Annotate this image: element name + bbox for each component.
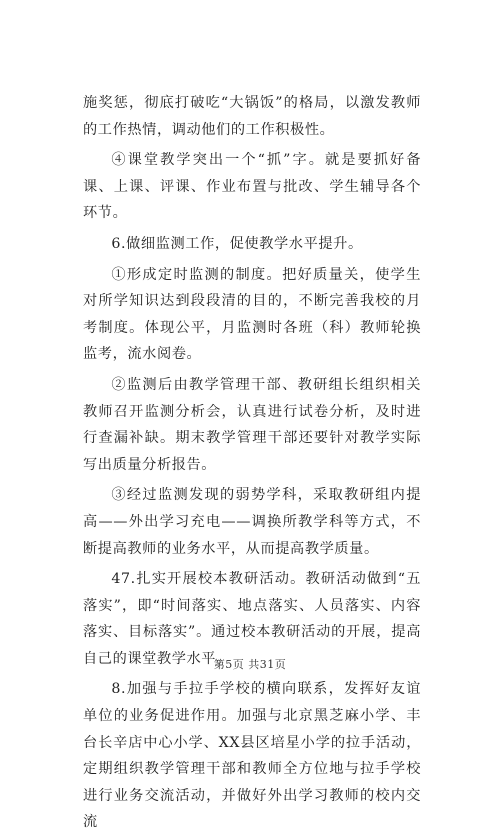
paragraph-heading-monitoring: 6.做细监测工作，促使教学水平提升。 — [111, 235, 363, 252]
paragraph-school-research: 47.扎实开展校本教研活动。教研活动做到“五落实”，即“时间落实、地点落实、人员落实、内容落实、目标落实”。通过校本教研活动的开展，提高自己的课堂教学水平。 — [83, 571, 421, 667]
page-number-footer: 第5页 共31页 — [213, 658, 287, 671]
paragraph-monitoring-system: ①形成定时监测的制度。把好质量关，使学生对所学知识达到段段清的目的，不断完善我校的月考制度。体现公平，月监测时各班（科）教师轮换监考，流水阅卷。 — [83, 266, 421, 363]
paragraph-weak-subjects: ③经过监测发现的弱势学科，采取教研组内提高——外出学习充电——调换所教学科等方式，不断提高教师的业务水平，从而提高教学质量。 — [83, 487, 421, 557]
paragraph-classroom-teaching: ④课堂教学突出一个“抓”字。就是要抓好备课、上课、评课、作业布置与批改、学生辅导各个环节。 — [83, 152, 421, 222]
document-body — [83, 90, 421, 836]
paragraph-partner-schools: 8.加强与手拉手学校的横向联系，发挥好友谊单位的业务促进作用。加强与北京黑芝麻小学、丰台长辛店中心小学、XX县区培星小学的拉手活动，定期组织教学管理干部和教师全方位地与拉手学校进行业务交流活动，并做好外出学习教师的校内交流 — [83, 681, 421, 831]
paragraph-continuation: 施奖惩，彻底打破吃“大锅饭”的格局，以激发教师的工作热情，调动他们的工作积极性。 — [83, 95, 421, 138]
paragraph-analysis-meeting: ②监测后由教学管理干部、教研组长组织相关教师召开监测分析会，认真进行试卷分析，及时进行查漏补缺。期末教学管理干部还要针对教学实际写出质量分析报告。 — [83, 376, 421, 473]
